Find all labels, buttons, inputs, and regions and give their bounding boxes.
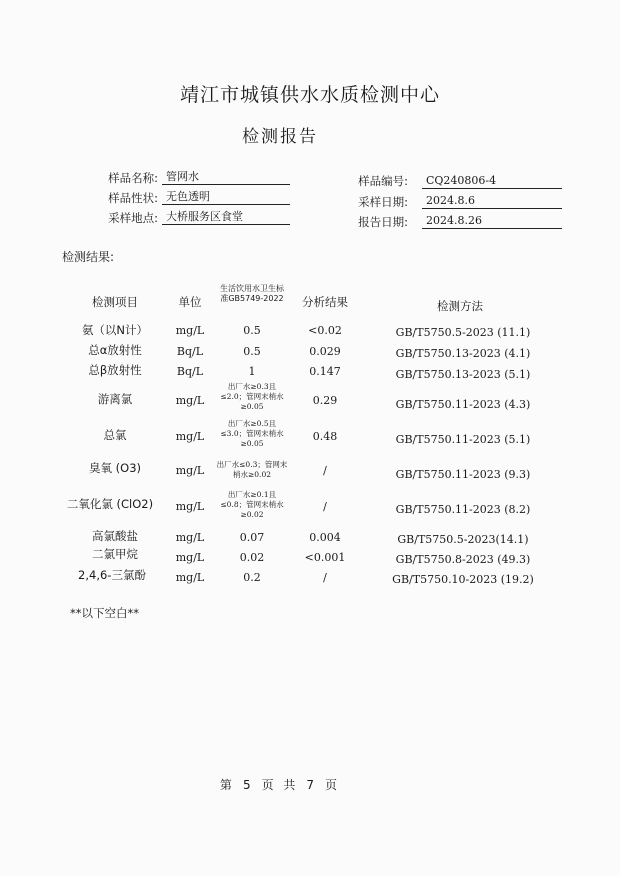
row-1-standard: 0.5 bbox=[243, 324, 261, 337]
row-9-unit: mg/L bbox=[175, 551, 205, 564]
row-7-standard: 出厂水≥0.1且≤0.8；管网末梢水≥0.02 bbox=[220, 490, 284, 519]
row-4-method: GB/T5750.11-2023 (4.3) bbox=[395, 398, 531, 411]
footer-mid: 页 共 bbox=[261, 778, 299, 792]
row-4-standard: 出厂水≥0.3且≤2.0；管网末梢水≥0.05 bbox=[220, 382, 284, 411]
sample-date-value: 2024.8.6 bbox=[422, 193, 562, 209]
footer-prefix: 第 bbox=[219, 778, 235, 792]
row-1-item: 氨（以N计） bbox=[81, 323, 149, 337]
row-5-standard: 出厂水≥0.5且≤3.0；管网末梢水≥0.05 bbox=[220, 419, 284, 448]
sample-name-value: 管网水 bbox=[162, 169, 290, 185]
row-8-unit: mg/L bbox=[175, 531, 205, 544]
row-8-standard: 0.07 bbox=[239, 531, 265, 544]
row-6-result: / bbox=[323, 464, 327, 477]
row-1-method: GB/T5750.5-2023 (11.1) bbox=[395, 326, 531, 339]
sample-state-value: 无色透明 bbox=[162, 189, 290, 205]
row-1-unit: mg/L bbox=[175, 324, 205, 337]
sample-date-label: 采样日期: bbox=[358, 195, 408, 209]
row-4-unit: mg/L bbox=[175, 394, 205, 407]
row-3-method: GB/T5750.13-2023 (5.1) bbox=[395, 368, 531, 381]
header-item: 检测项目 bbox=[92, 295, 138, 309]
sample-no-value: CQ240806-4 bbox=[422, 173, 562, 189]
org-title: 靖江市城镇供水水质检测中心 bbox=[179, 84, 440, 106]
row-5-method: GB/T5750.11-2023 (5.1) bbox=[395, 433, 531, 446]
row-6-standard: 出厂水≤0.3；管网末梢水≥0.02 bbox=[216, 460, 288, 479]
location-value: 大桥服务区食堂 bbox=[162, 209, 290, 225]
row-2-unit: Bq/L bbox=[176, 345, 204, 358]
row-3-item: 总β放射性 bbox=[88, 363, 142, 377]
row-2-result: 0.029 bbox=[309, 345, 341, 358]
report-date-label: 报告日期: bbox=[358, 215, 408, 229]
footer-page-number: 5 bbox=[242, 778, 254, 792]
row-7-item: 二氧化氯 (ClO2) bbox=[66, 497, 154, 511]
sample-state-label: 样品性状: bbox=[108, 191, 158, 205]
row-10-standard: 0.2 bbox=[243, 571, 261, 584]
row-9-item: 二氯甲烷 bbox=[92, 547, 138, 561]
footer-total-pages: 7 bbox=[306, 778, 318, 792]
row-6-method: GB/T5750.11-2023 (9.3) bbox=[395, 468, 531, 481]
results-label: 检测结果: bbox=[62, 250, 115, 264]
location-label: 采样地点: bbox=[108, 211, 158, 225]
row-8-method: GB/T5750.5-2023(14.1) bbox=[397, 533, 529, 546]
header-method: 检测方法 bbox=[437, 299, 483, 313]
header-standard: 生活饮用水卫生标准GB5749-2022 bbox=[220, 284, 284, 303]
row-3-unit: Bq/L bbox=[176, 365, 204, 378]
row-6-unit: mg/L bbox=[175, 464, 205, 477]
row-6-item: 臭氧 (O3) bbox=[89, 461, 141, 475]
row-10-item: 2,4,6-三氯酚 bbox=[78, 568, 146, 582]
row-3-result: 0.147 bbox=[309, 365, 341, 378]
row-3-standard: 1 bbox=[248, 365, 256, 378]
report-date-value: 2024.8.26 bbox=[422, 213, 562, 229]
row-10-unit: mg/L bbox=[175, 571, 205, 584]
row-4-item: 游离氯 bbox=[97, 392, 133, 406]
row-9-standard: 0.02 bbox=[239, 551, 265, 564]
row-4-result: 0.29 bbox=[312, 394, 338, 407]
row-8-item: 高氯酸盐 bbox=[92, 529, 138, 543]
page-footer bbox=[0, 776, 560, 793]
row-2-item: 总α放射性 bbox=[88, 343, 142, 357]
blank-note: **以下空白** bbox=[70, 606, 139, 620]
row-10-result: / bbox=[323, 571, 327, 584]
row-5-unit: mg/L bbox=[175, 430, 205, 443]
sample-no-label: 样品编号: bbox=[358, 174, 408, 188]
footer-suffix: 页 bbox=[325, 778, 341, 792]
row-2-method: GB/T5750.13-2023 (4.1) bbox=[395, 347, 531, 360]
row-7-result: / bbox=[323, 500, 327, 513]
row-5-result: 0.48 bbox=[312, 430, 338, 443]
sample-name-label: 样品名称: bbox=[108, 171, 158, 185]
row-7-method: GB/T5750.11-2023 (8.2) bbox=[395, 503, 531, 516]
header-unit: 单位 bbox=[178, 295, 202, 309]
report-title: 检测报告 bbox=[242, 127, 318, 147]
row-8-result: 0.004 bbox=[309, 531, 341, 544]
row-5-item: 总氯 bbox=[103, 428, 127, 442]
row-2-standard: 0.5 bbox=[243, 345, 261, 358]
header-result: 分析结果 bbox=[302, 295, 348, 309]
row-1-result: <0.02 bbox=[308, 324, 342, 337]
row-10-method: GB/T5750.10-2023 (19.2) bbox=[392, 573, 534, 586]
row-7-unit: mg/L bbox=[175, 500, 205, 513]
row-9-result: <0.001 bbox=[304, 551, 346, 564]
row-9-method: GB/T5750.8-2023 (49.3) bbox=[395, 553, 531, 566]
